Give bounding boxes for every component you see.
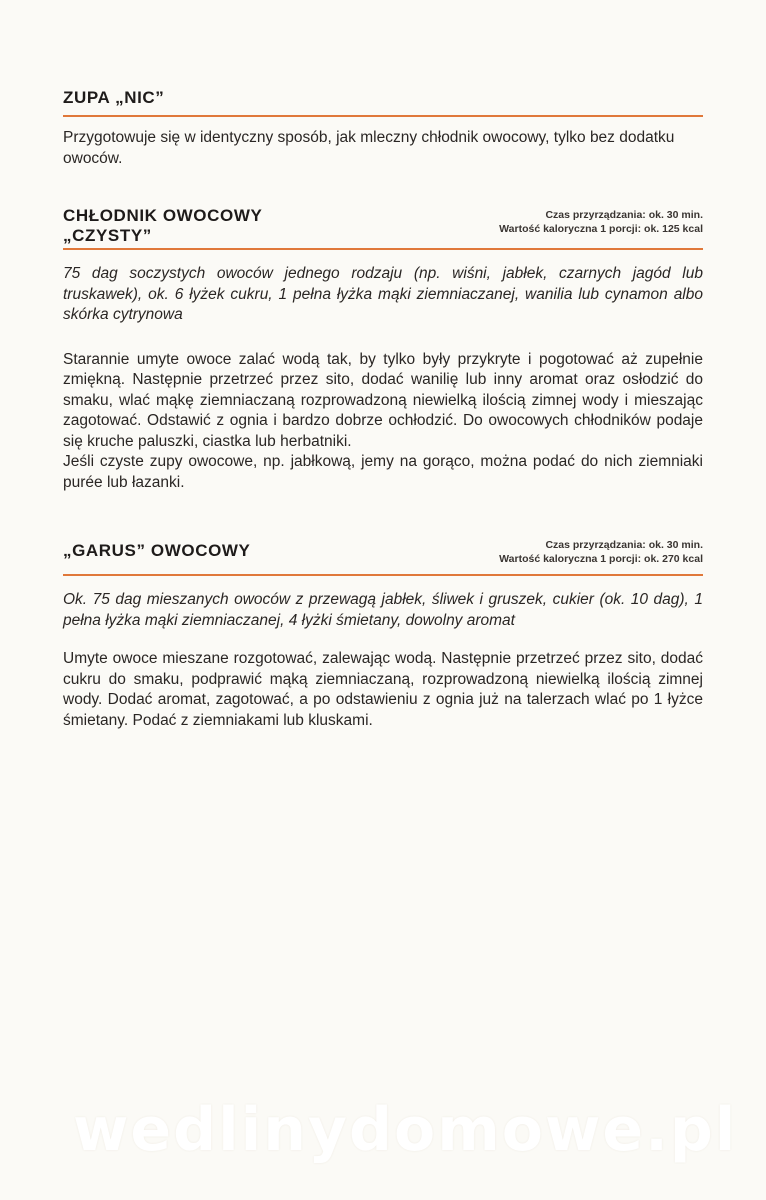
recipe-garus-owocowy — [63, 538, 703, 565]
recipe-header — [63, 206, 703, 246]
ingredients-list: 75 dag soczystych owoców jednego rodzaju (np. wiśni, jabłek, czarnych jagód lub truskawek), ok. 6 łyżek cukru, 1 pełna łyżka mąki ziemniaczanej, wanilia lub cynamon albo skórka cytrynowa — [63, 265, 703, 323]
section-divider — [63, 115, 703, 117]
recipe-description: Przygotowuje się w identyczny sposób, jak mleczny chłodnik owocowy, tylko bez dodatku owoców. — [63, 129, 675, 167]
recipe-chlodnik-body — [63, 264, 703, 493]
method-paragraph: Starannie umyte owoce zalać wodą tak, by tylko były przykryte i pogotować aż zupełnie zmiękną. Następnie przetrzeć przez sito, dodać wanilię lub inny aromat oraz osłodzić do smaku, wlać mąkę ziemniaczaną rozprowadzoną niewielką ilością zimnej wody i mieszając zagotować. Odstawić z ognia i bardzo dobrze ochłodzić. Do owocowych chłodników podaje się kruche paluszki, ciastka lub herbatniki. — [63, 350, 703, 450]
section-divider — [63, 248, 703, 250]
recipe-zupa-nic-body — [63, 128, 703, 169]
recipe-title-line-2: „CZYSTY” — [63, 226, 152, 245]
preparation-time: Czas przyrządzania: ok. 30 min. — [545, 539, 703, 551]
method-paragraph: Umyte owoce mieszane rozgotować, zalewając wodą. Następnie przetrzeć przez sito, dodać cukru do smaku, podprawić mąką ziemniaczaną, rozprowadzoną niewielką ilością zimnej wody. Dodać aromat, zagotować, a po odstawieniu z ognia już na talerzach wlać po 1 łyżce śmietany. Podać z ziemniakami lub kluskami. — [63, 650, 703, 729]
calorie-value: Wartość kaloryczna 1 porcji: ok. 270 kcal — [499, 553, 703, 565]
recipe-title: ZUPA „NIC” — [63, 88, 165, 107]
recipe-chlodnik-owocowy — [63, 206, 703, 246]
section-divider — [63, 574, 703, 576]
calorie-value: Wartość kaloryczna 1 porcji: ok. 125 kcal — [499, 223, 703, 235]
recipe-title: „GARUS” OWOCOWY — [63, 541, 251, 560]
recipe-zupa-nic — [63, 88, 703, 108]
preparation-time: Czas przyrządzania: ok. 30 min. — [545, 209, 703, 221]
recipe-meta — [499, 538, 703, 566]
recipe-header — [63, 538, 703, 565]
ingredients-list: Ok. 75 dag mieszanych owoców z przewagą jabłek, śliwek i gruszek, cukier (ok. 10 dag), 1 pełna łyżka mąki ziemniaczanej, 4 łyżki śmietany, dowolny aromat — [63, 591, 703, 629]
recipe-title-line-1: CHŁODNIK OWOCOWY — [63, 206, 263, 225]
method-paragraph: Jeśli czyste zupy owocowe, np. jabłkową, jemy na gorąco, można podać do nich ziemniaki purée lub łazanki. — [63, 453, 703, 491]
recipe-garus-body — [63, 590, 703, 731]
recipe-meta — [499, 208, 703, 236]
watermark: wedlinydomowe.pl — [73, 1095, 738, 1165]
